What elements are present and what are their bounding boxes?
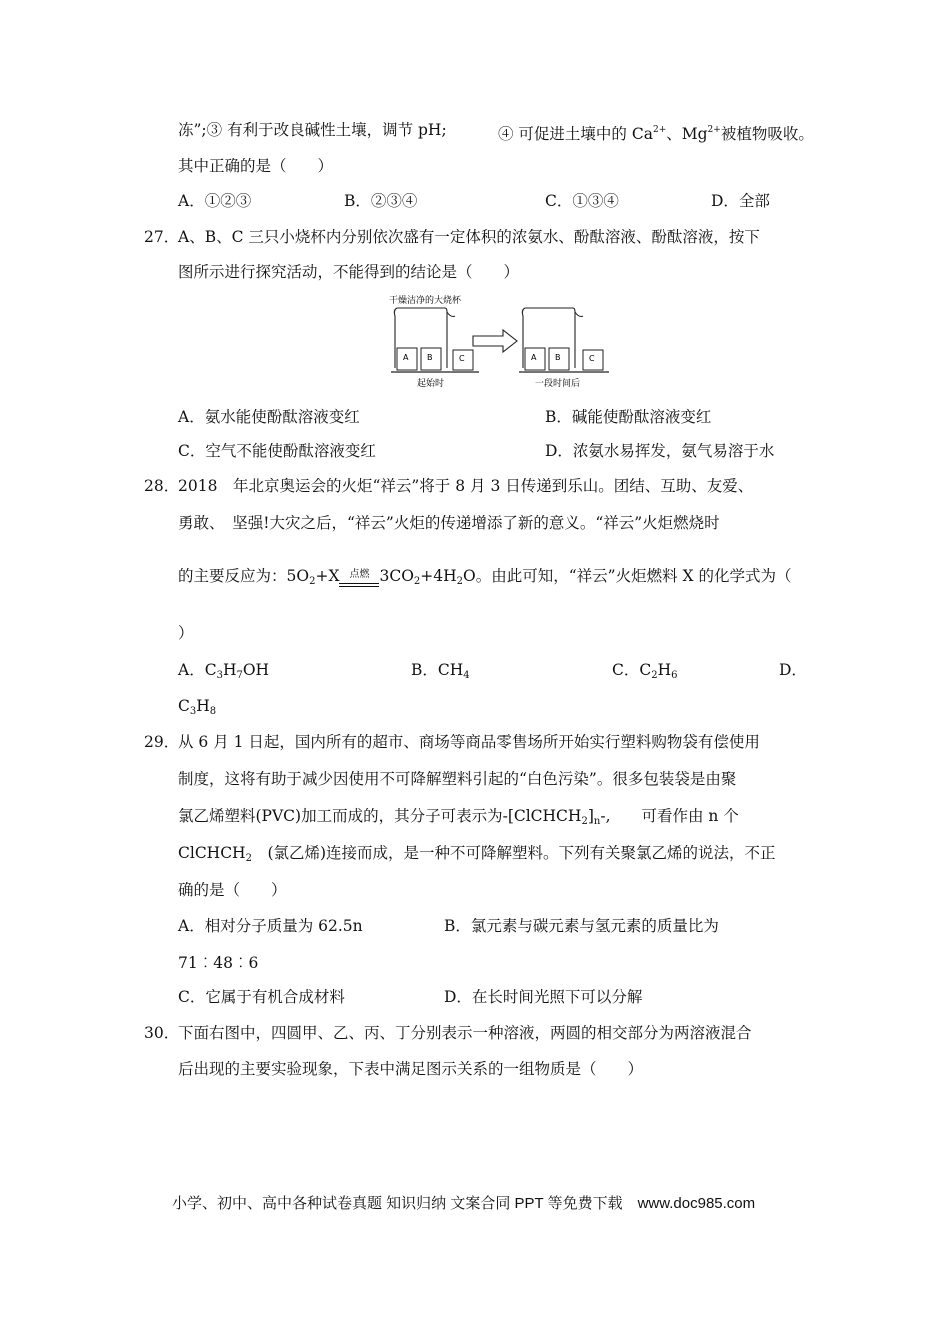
q28-eq-co2: 3CO: [379, 567, 414, 585]
q28-opt-d-c: C: [178, 697, 190, 715]
q26-option-a: A．①②③: [178, 192, 252, 210]
q28-reaction-condition: [339, 566, 379, 586]
q27-option-b: B．碱能使酚酞溶液变红: [545, 408, 712, 426]
q27-option-d: D．浓氨水易挥发，氨气易溶于水: [545, 442, 775, 460]
q30-line1: 下面右图中，四圆甲、乙、丙、丁分别表示一种溶液，两圆的相交部分为两溶液混合: [178, 1024, 752, 1042]
q28-option-a: [178, 660, 269, 686]
q28-opt-d-s2: 8: [209, 706, 217, 717]
q27-number: 27．: [144, 228, 180, 246]
q28-opt-b-ch: B．CH: [411, 661, 464, 679]
q29-line3: [178, 806, 739, 832]
page-footer: 小学、初中、高中各种试卷真题 知识归纳 文案合同 PPT 等免费下载 www.doc985.com: [172, 1195, 756, 1212]
q28-opt-a-s1: 3: [216, 670, 223, 681]
q26-mg-charge: 2+: [707, 125, 721, 135]
q27-option-a: A．氨水能使酚酞溶液变红: [178, 408, 360, 426]
q28-number: 28．: [144, 477, 180, 495]
q28-equation-line: [178, 566, 792, 592]
q26-option-b: B．②③④: [344, 192, 418, 210]
q27-option-c: C．空气不能使酚酞溶液变红: [178, 442, 376, 460]
q28-eq-x: +X: [315, 567, 340, 585]
q26-mg-text: 、Mg: [666, 125, 708, 143]
q29-option-a: A．相对分子质量为 62.5n: [178, 917, 363, 935]
q29-option-b-ratio: 71︰48︰6: [178, 954, 259, 972]
q27-beaker-c-left-label: C: [459, 354, 465, 363]
q28-opt-a-h: H: [222, 661, 237, 679]
q29-line4: [178, 843, 776, 869]
q28-opt-a-c: A．C: [178, 661, 217, 679]
q28-opt-c-h: H: [657, 661, 672, 679]
q27-large-beaker-right-lip: [575, 312, 583, 317]
q28-eq-o2: 的主要反应为：5O: [178, 567, 310, 585]
q28-opt-a-oh: OH: [242, 661, 270, 679]
q27-beaker-c-right-label: C: [589, 354, 595, 363]
q27-beaker-b-left-label: B: [427, 353, 433, 362]
q29-option-c: C．它属于有机合成材料: [178, 988, 345, 1006]
q28-opt-a-s2: 7: [236, 670, 243, 681]
q28-opt-c-s2: 6: [671, 670, 678, 681]
q28-eq-h2o-sub: 2: [456, 576, 464, 587]
q26-option-d: D．全部: [711, 192, 770, 210]
q29-pvc-subn: n: [593, 816, 601, 827]
q28-option-d-formula: [178, 696, 216, 722]
q29-vinyl-sub: 2: [245, 853, 252, 864]
q27-after-label: 一段时间后: [535, 379, 581, 389]
q27-line1: A、B、C 三只小烧杯内分别依次盛有一定体积的浓氨水、酚酞溶液、酚酞溶液，按下: [178, 228, 760, 246]
q26-line1b: [498, 120, 814, 144]
q28-line4: ）: [178, 624, 194, 642]
q29-option-d: D．在长时间光照下可以分解: [444, 988, 643, 1006]
q29-vinyl-formula: ClCHCH: [178, 844, 246, 862]
q29-line2: 制度，这将有助于减少因使用不可降解塑料引起的“白色污染”。很多包装袋是由聚: [178, 770, 737, 788]
q28-equals-sign: [339, 583, 379, 587]
q29-option-b: B．氯元素与碳元素与氢元素的质量比为: [444, 917, 719, 935]
q26-line1a: 冻”;③ 有利于改良碱性土壤，调节 pH;: [178, 121, 447, 139]
q29-pvc-formula: 氯乙烯塑料(PVC)加工而成的，其分子可表示为-[ClCHCH: [178, 807, 582, 825]
q29-line5: 确的是（ ）: [178, 881, 287, 899]
q27-beaker-a-right-label: A: [531, 353, 537, 362]
q28-option-d-label: D．: [779, 661, 807, 679]
q26-tail-text: 被植物吸收。: [720, 125, 814, 143]
q27-diagram: [385, 292, 615, 394]
q26-ca-text: ④ 可促进土壤中的 Ca: [498, 125, 653, 143]
q28-line1: 2018 年北京奥运会的火炬“祥云”将于 8 月 3 日传递到乐山。团结、互助、友爱、: [178, 477, 754, 495]
q28-line2: 勇敢、 坚强!大灾之后，“祥云”火炬的传递增添了新的意义。“祥云”火炬燃烧时: [178, 514, 720, 532]
q26-option-c: C．①③④: [545, 192, 619, 210]
q27-arrow: [473, 330, 517, 352]
q29-line4-tail: (氯乙烯)连接而成，是一种不可降解塑料。下列有关聚氯乙烯的说法，不正: [251, 844, 776, 862]
q28-condition-label: 点燃: [349, 569, 370, 580]
q27-start-label: 起始时: [417, 379, 445, 389]
q28-eq-tail: O。由此可知，“祥云”火炬燃料 X 的化学式为（: [463, 567, 792, 585]
q28-eq-h2o: +4H: [420, 567, 457, 585]
q28-opt-d-h: H: [196, 697, 210, 715]
q28-opt-c-s1: 2: [651, 670, 658, 681]
q28-option-c: [612, 660, 678, 686]
q29-line1: 从 6 月 1 日起，国内所有的超市、商场等商品零售场所开始实行塑料购物袋有偿使用: [178, 733, 760, 751]
q30-number: 30．: [144, 1024, 180, 1042]
q29-pvc-sub1: 2: [581, 816, 588, 827]
q29-pvc-bracket: ]: [587, 807, 594, 825]
q28-opt-c-c: C．C: [612, 661, 652, 679]
q29-number: 29．: [144, 733, 180, 751]
q27-large-beaker-left-lip: [447, 312, 455, 317]
q29-line3-tail: -, 可看作由 n 个: [600, 807, 739, 825]
q27-top-label: 干燥洁净的大烧杯: [389, 296, 462, 306]
q27-beaker-b-right-label: B: [555, 353, 561, 362]
q30-line2: 后出现的主要实验现象，下表中满足图示关系的一组物质是（ ）: [178, 1060, 644, 1078]
q27-line2: 图所示进行探究活动，不能得到的结论是（ ）: [178, 263, 520, 281]
q28-option-b: [411, 660, 470, 686]
q28-opt-d-s1: 3: [189, 706, 197, 717]
q27-beaker-a-left-label: A: [403, 353, 409, 362]
q26-ca-charge: 2+: [652, 125, 667, 135]
q26-line2: 其中正确的是（ ）: [178, 157, 334, 175]
q28-eq-co2-sub: 2: [413, 576, 421, 587]
q28-eq-o2-sub: 2: [309, 576, 316, 587]
q28-opt-b-s: 4: [463, 670, 470, 681]
